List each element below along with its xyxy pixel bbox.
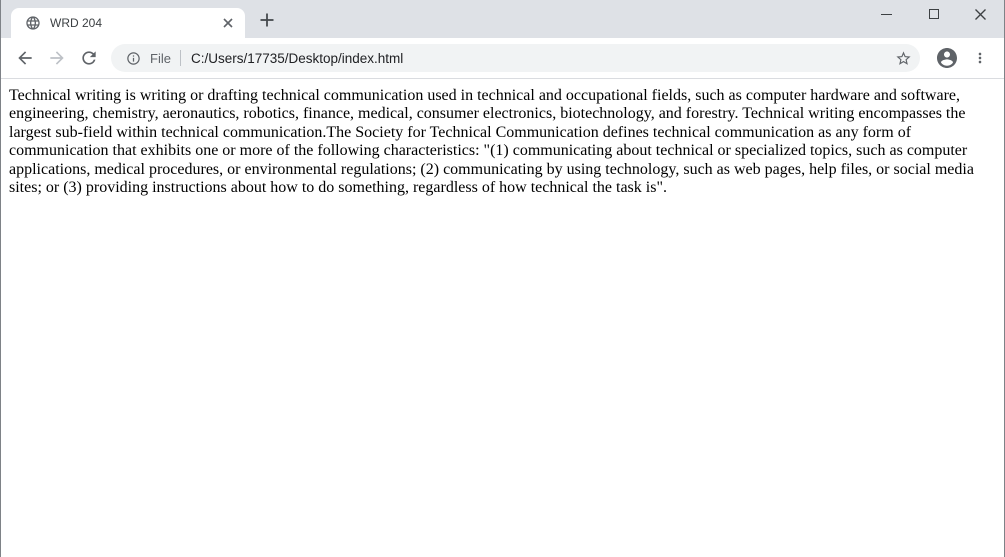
back-button[interactable] <box>11 44 39 72</box>
url-text[interactable]: C:/Users/17735/Desktop/index.html <box>190 50 404 66</box>
maximize-button[interactable] <box>910 0 957 28</box>
browser-toolbar <box>1 38 1004 79</box>
profile-avatar-icon[interactable] <box>932 43 962 73</box>
forward-button[interactable] <box>43 44 71 72</box>
reload-button[interactable] <box>75 44 103 72</box>
omnibox-divider <box>180 50 181 66</box>
chrome-menu-icon[interactable] <box>966 44 994 72</box>
new-tab-button[interactable] <box>253 6 281 34</box>
address-bar[interactable] <box>111 44 920 72</box>
file-scheme-label: File <box>150 50 171 66</box>
window-controls <box>863 0 1004 28</box>
close-window-button[interactable] <box>957 0 1004 28</box>
tab-close-icon[interactable] <box>219 14 237 32</box>
page-info-icon[interactable] <box>123 48 143 68</box>
browser-tab[interactable] <box>11 8 245 38</box>
article-paragraph: Technical writing is writing or drafting technical communication used in technical and occupational fields, such as computer hardware and software, engineering, chemistry, aeronautics, robotics, finance, medical, consumer electronics, biotechnology, and forestry. Technical writing encompasses the largest sub-field within technical communication.The Society for Technical Communication defines technical communication as any form of communication that exhibits one or more of the following characteristics: "(1) communicating about technical or specialized topics, such as computer applications, medical procedures, or environmental regulations; (2) communicating by using technology, such as web pages, help files, or social media sites; or (3) providing instructions about how to do something, regardless of how technical the task is". <box>9 87 974 196</box>
globe-favicon-icon <box>25 15 41 31</box>
page-content <box>1 79 1004 557</box>
bookmark-star-icon[interactable] <box>890 45 916 71</box>
tab-title: WRD 204 <box>50 16 103 30</box>
tab-strip <box>1 0 1004 38</box>
minimize-button[interactable] <box>863 0 910 28</box>
